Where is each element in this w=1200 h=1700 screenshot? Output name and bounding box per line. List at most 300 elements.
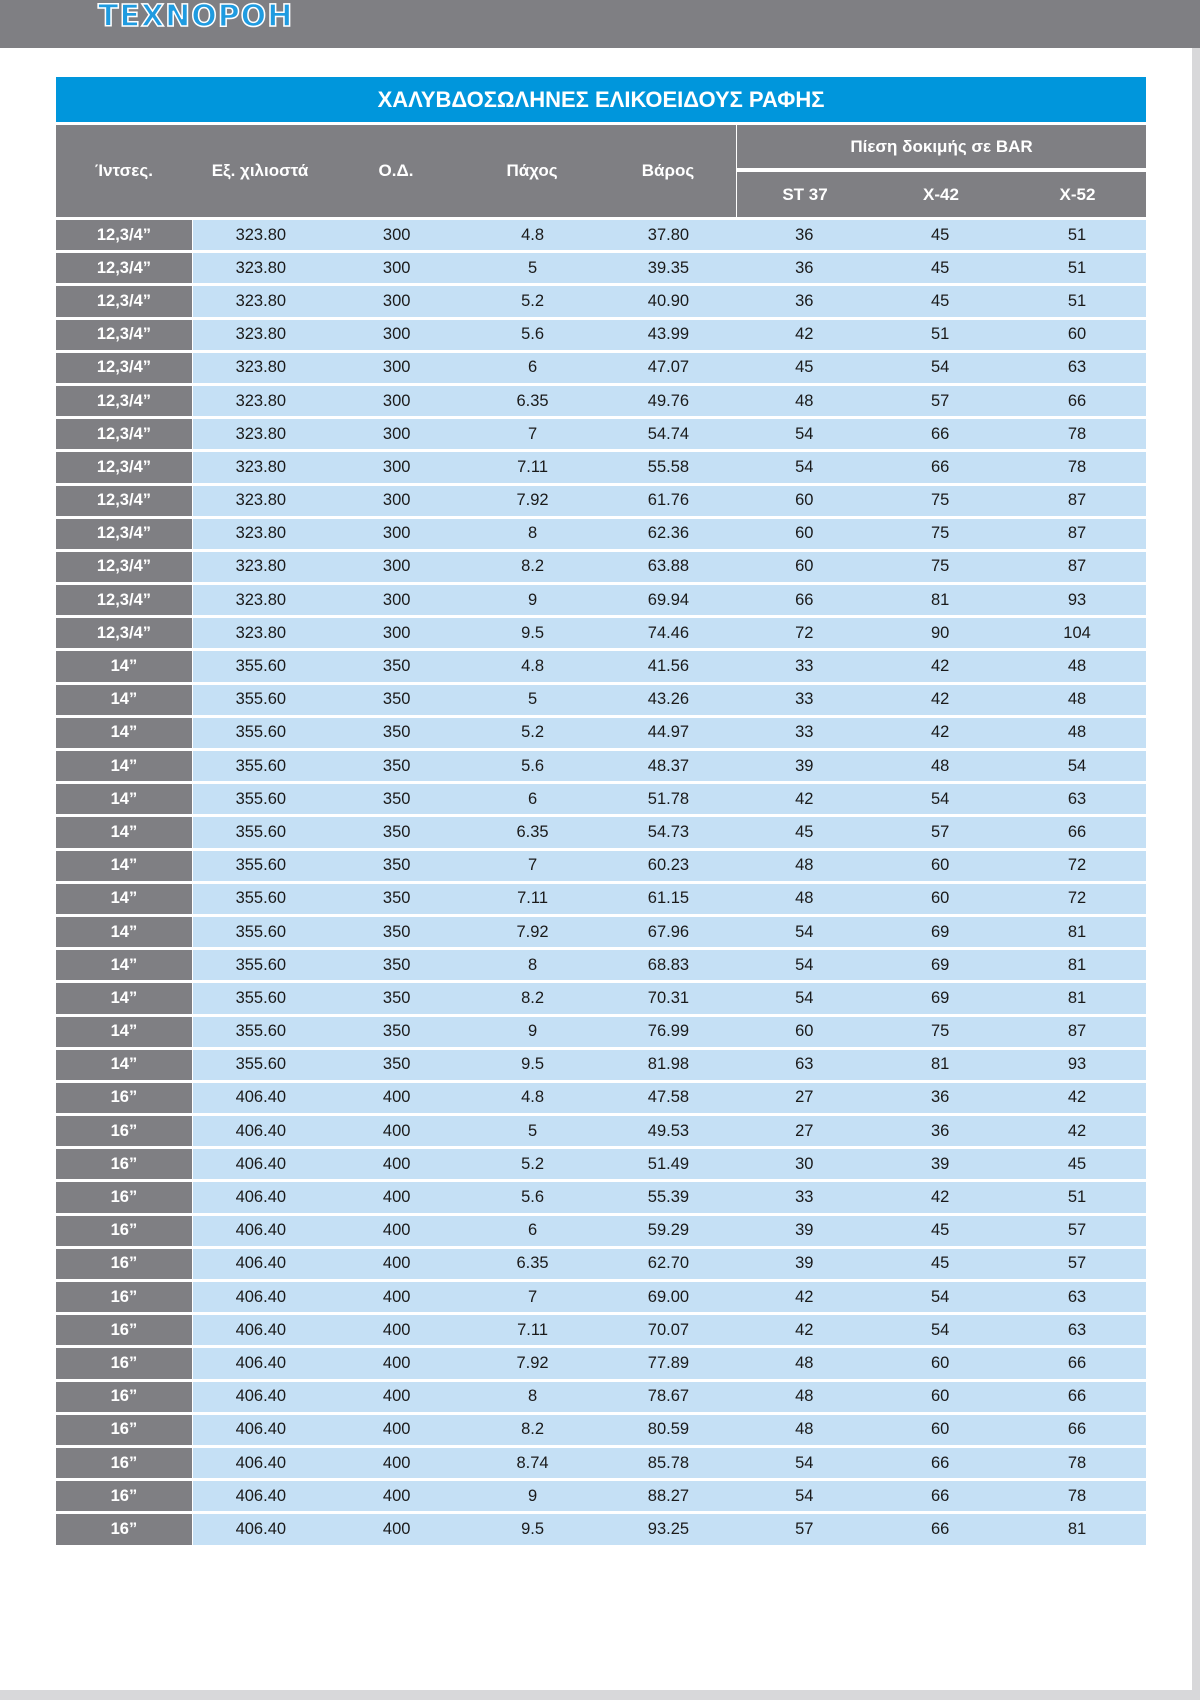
table-header [56,125,1146,217]
cell-nominal-diameter: 400 [329,1282,465,1312]
cell-st37: 60 [736,1017,872,1047]
cell-nominal-diameter: 350 [329,884,465,914]
cell-x52: 51 [1008,1182,1146,1212]
cell-weight: 49.53 [601,1116,737,1146]
cell-thickness: 6 [465,784,601,814]
cell-thickness: 7.92 [465,486,601,516]
cell-inches: 12,3/4” [56,486,193,516]
cell-nominal-diameter: 400 [329,1083,465,1113]
cell-weight: 61.15 [601,884,737,914]
cell-outer-mm: 406.40 [193,1415,329,1445]
cell-st37: 42 [736,320,872,350]
cell-thickness: 9.5 [465,1050,601,1080]
cell-st37: 36 [736,220,872,250]
cell-inches: 16” [56,1083,193,1113]
cell-nominal-diameter: 350 [329,718,465,748]
cell-inches: 14” [56,718,193,748]
cell-x42: 60 [872,1348,1008,1378]
cell-x42: 45 [872,286,1008,316]
table-row [56,320,1146,353]
cell-weight: 55.39 [601,1182,737,1212]
cell-weight: 41.56 [601,651,737,681]
cell-nominal-diameter: 400 [329,1448,465,1478]
cell-weight: 63.88 [601,552,737,582]
cell-outer-mm: 355.60 [193,651,329,681]
table-row [56,784,1146,817]
table-row [56,1017,1146,1050]
cell-inches: 12,3/4” [56,353,193,383]
table-row [56,751,1146,784]
cell-weight: 78.67 [601,1382,737,1412]
cell-x42: 60 [872,851,1008,881]
cell-inches: 12,3/4” [56,618,193,648]
cell-weight: 43.99 [601,320,737,350]
cell-inches: 16” [56,1249,193,1279]
cell-st37: 33 [736,1182,872,1212]
cell-st37: 48 [736,884,872,914]
cell-outer-mm: 323.80 [193,286,329,316]
cell-thickness: 6.35 [465,817,601,847]
cell-nominal-diameter: 300 [329,253,465,283]
cell-st37: 60 [736,519,872,549]
cell-nominal-diameter: 400 [329,1182,465,1212]
cell-weight: 61.76 [601,486,737,516]
cell-x42: 75 [872,519,1008,549]
table-row [56,452,1146,485]
header-nominal-diameter: Ο.Δ. [378,161,414,180]
cell-nominal-diameter: 350 [329,817,465,847]
cell-st37: 54 [736,1481,872,1511]
cell-nominal-diameter: 350 [329,1017,465,1047]
cell-weight: 67.96 [601,917,737,947]
cell-x52: 51 [1008,220,1146,250]
cell-nominal-diameter: 350 [329,851,465,881]
cell-nominal-diameter: 350 [329,685,465,715]
cell-st37: 45 [736,353,872,383]
cell-x52: 54 [1008,751,1146,781]
header-st37: ST 37 [737,172,873,217]
table-row [56,983,1146,1016]
table-row [56,1282,1146,1315]
cell-nominal-diameter: 350 [329,1050,465,1080]
cell-st37: 39 [736,751,872,781]
cell-x52: 66 [1008,1415,1146,1445]
cell-nominal-diameter: 300 [329,486,465,516]
cell-outer-mm: 355.60 [193,983,329,1013]
cell-st37: 48 [736,1382,872,1412]
cell-x52: 51 [1008,253,1146,283]
table-row [56,817,1146,850]
cell-thickness: 7 [465,419,601,449]
cell-nominal-diameter: 400 [329,1315,465,1345]
cell-x42: 69 [872,950,1008,980]
cell-x42: 81 [872,585,1008,615]
header-x52: X-52 [1009,172,1146,217]
cell-x42: 90 [872,618,1008,648]
cell-inches: 16” [56,1149,193,1179]
cell-x52: 104 [1008,618,1146,648]
cell-thickness: 8.2 [465,552,601,582]
table-row [56,1382,1146,1415]
cell-weight: 74.46 [601,618,737,648]
cell-st37: 30 [736,1149,872,1179]
header-pressure-group: Πίεση δοκιμής σε BAR [737,125,1146,168]
cell-inches: 12,3/4” [56,519,193,549]
cell-x52: 48 [1008,651,1146,681]
cell-x52: 72 [1008,884,1146,914]
cell-thickness: 9.5 [465,1514,601,1544]
cell-weight: 69.00 [601,1282,737,1312]
table-row [56,1315,1146,1348]
cell-outer-mm: 406.40 [193,1348,329,1378]
cell-x42: 36 [872,1083,1008,1113]
cell-x42: 66 [872,1448,1008,1478]
table-row [56,1348,1146,1381]
cell-nominal-diameter: 400 [329,1249,465,1279]
bottom-edge-bar [0,1690,1200,1700]
cell-nominal-diameter: 400 [329,1116,465,1146]
cell-x42: 39 [872,1149,1008,1179]
cell-thickness: 6.35 [465,386,601,416]
cell-x42: 42 [872,685,1008,715]
cell-thickness: 7.92 [465,1348,601,1378]
cell-st37: 54 [736,419,872,449]
cell-inches: 14” [56,950,193,980]
table-row [56,1149,1146,1182]
cell-outer-mm: 355.60 [193,917,329,947]
cell-st37: 33 [736,651,872,681]
cell-weight: 69.94 [601,585,737,615]
cell-thickness: 7.11 [465,452,601,482]
table-row [56,1415,1146,1448]
cell-inches: 14” [56,1017,193,1047]
header-thickness: Πάχος [506,161,558,180]
cell-nominal-diameter: 300 [329,220,465,250]
cell-x42: 54 [872,1282,1008,1312]
cell-inches: 12,3/4” [56,386,193,416]
cell-outer-mm: 406.40 [193,1149,329,1179]
cell-nominal-diameter: 400 [329,1415,465,1445]
cell-x42: 75 [872,486,1008,516]
cell-nominal-diameter: 400 [329,1481,465,1511]
cell-x42: 48 [872,751,1008,781]
cell-outer-mm: 406.40 [193,1514,329,1544]
cell-inches: 12,3/4” [56,286,193,316]
cell-st37: 27 [736,1116,872,1146]
cell-weight: 81.98 [601,1050,737,1080]
table-row [56,286,1146,319]
cell-nominal-diameter: 300 [329,386,465,416]
cell-x52: 42 [1008,1083,1146,1113]
cell-thickness: 5.2 [465,286,601,316]
table-row [56,1481,1146,1514]
cell-thickness: 8.2 [465,983,601,1013]
cell-weight: 37.80 [601,220,737,250]
cell-x42: 69 [872,983,1008,1013]
cell-nominal-diameter: 350 [329,651,465,681]
cell-st37: 48 [736,1415,872,1445]
cell-thickness: 8 [465,1382,601,1412]
cell-nominal-diameter: 350 [329,983,465,1013]
cell-outer-mm: 355.60 [193,817,329,847]
cell-outer-mm: 355.60 [193,1017,329,1047]
cell-st37: 33 [736,685,872,715]
cell-thickness: 6 [465,1216,601,1246]
cell-inches: 14” [56,851,193,881]
cell-inches: 14” [56,751,193,781]
cell-nominal-diameter: 300 [329,452,465,482]
cell-x52: 48 [1008,718,1146,748]
table-row [56,1216,1146,1249]
table-row [56,1083,1146,1116]
cell-weight: 85.78 [601,1448,737,1478]
cell-outer-mm: 323.80 [193,320,329,350]
cell-nominal-diameter: 300 [329,519,465,549]
table-row [56,1050,1146,1083]
cell-x52: 51 [1008,286,1146,316]
cell-x52: 57 [1008,1249,1146,1279]
cell-inches: 16” [56,1315,193,1345]
cell-inches: 14” [56,884,193,914]
cell-x52: 63 [1008,1315,1146,1345]
cell-inches: 16” [56,1481,193,1511]
cell-x42: 60 [872,1415,1008,1445]
cell-outer-mm: 406.40 [193,1448,329,1478]
cell-outer-mm: 355.60 [193,1050,329,1080]
cell-nominal-diameter: 400 [329,1348,465,1378]
cell-st37: 54 [736,452,872,482]
table-row [56,486,1146,519]
cell-x42: 66 [872,1514,1008,1544]
table-row [56,386,1146,419]
cell-nominal-diameter: 400 [329,1216,465,1246]
cell-x52: 42 [1008,1116,1146,1146]
cell-st37: 54 [736,917,872,947]
cell-nominal-diameter: 300 [329,353,465,383]
cell-st37: 60 [736,552,872,582]
cell-outer-mm: 406.40 [193,1116,329,1146]
cell-inches: 16” [56,1382,193,1412]
cell-st37: 36 [736,286,872,316]
cell-thickness: 7.92 [465,917,601,947]
cell-weight: 40.90 [601,286,737,316]
cell-st37: 27 [736,1083,872,1113]
cell-outer-mm: 355.60 [193,685,329,715]
cell-inches: 14” [56,983,193,1013]
cell-outer-mm: 406.40 [193,1382,329,1412]
cell-st37: 72 [736,618,872,648]
cell-x52: 48 [1008,685,1146,715]
table-row [56,585,1146,618]
cell-x52: 66 [1008,1348,1146,1378]
top-banner [0,0,1200,48]
cell-x52: 87 [1008,1017,1146,1047]
cell-thickness: 4.8 [465,651,601,681]
cell-x42: 42 [872,651,1008,681]
cell-weight: 47.58 [601,1083,737,1113]
cell-x52: 66 [1008,386,1146,416]
cell-thickness: 8 [465,519,601,549]
cell-outer-mm: 323.80 [193,386,329,416]
cell-x52: 81 [1008,917,1146,947]
cell-outer-mm: 355.60 [193,851,329,881]
cell-weight: 54.74 [601,419,737,449]
cell-inches: 16” [56,1514,193,1544]
cell-outer-mm: 323.80 [193,585,329,615]
cell-weight: 62.70 [601,1249,737,1279]
cell-thickness: 6 [465,353,601,383]
cell-x52: 63 [1008,353,1146,383]
cell-weight: 51.78 [601,784,737,814]
cell-outer-mm: 323.80 [193,220,329,250]
cell-inches: 14” [56,917,193,947]
cell-outer-mm: 355.60 [193,751,329,781]
cell-nominal-diameter: 300 [329,552,465,582]
cell-nominal-diameter: 350 [329,950,465,980]
cell-inches: 12,3/4” [56,585,193,615]
cell-inches: 12,3/4” [56,320,193,350]
cell-weight: 43.26 [601,685,737,715]
table-row [56,651,1146,684]
cell-st37: 39 [736,1249,872,1279]
cell-x42: 81 [872,1050,1008,1080]
cell-st37: 60 [736,486,872,516]
table-row [56,917,1146,950]
cell-x42: 45 [872,1216,1008,1246]
cell-outer-mm: 323.80 [193,253,329,283]
table-row [56,1116,1146,1149]
cell-st37: 42 [736,1315,872,1345]
cell-x42: 75 [872,1017,1008,1047]
cell-thickness: 8.74 [465,1448,601,1478]
cell-st37: 45 [736,817,872,847]
cell-inches: 12,3/4” [56,220,193,250]
header-outer-mm: Εξ. χιλιοστά [211,161,309,180]
cell-st37: 63 [736,1050,872,1080]
cell-x42: 51 [872,320,1008,350]
cell-weight: 59.29 [601,1216,737,1246]
table-row [56,884,1146,917]
table-row [56,1249,1146,1282]
cell-weight: 47.07 [601,353,737,383]
cell-thickness: 6.35 [465,1249,601,1279]
cell-weight: 51.49 [601,1149,737,1179]
cell-outer-mm: 323.80 [193,452,329,482]
cell-st37: 42 [736,784,872,814]
cell-st37: 42 [736,1282,872,1312]
cell-x42: 54 [872,353,1008,383]
cell-nominal-diameter: 300 [329,320,465,350]
cell-outer-mm: 355.60 [193,884,329,914]
cell-thickness: 5.2 [465,718,601,748]
table-row [56,1514,1146,1547]
table-row [56,685,1146,718]
header-x42: X-42 [873,172,1009,217]
cell-x52: 66 [1008,1382,1146,1412]
cell-st37: 33 [736,718,872,748]
cell-x42: 66 [872,419,1008,449]
table-row [56,419,1146,452]
cell-weight: 70.07 [601,1315,737,1345]
cell-x42: 54 [872,784,1008,814]
cell-x52: 93 [1008,585,1146,615]
cell-thickness: 4.8 [465,1083,601,1113]
header-weight: Βάρος [641,161,695,180]
cell-thickness: 7 [465,851,601,881]
cell-x42: 36 [872,1116,1008,1146]
cell-inches: 16” [56,1448,193,1478]
cell-inches: 16” [56,1282,193,1312]
cell-nominal-diameter: 350 [329,751,465,781]
table-row [56,1182,1146,1215]
cell-outer-mm: 323.80 [193,552,329,582]
cell-outer-mm: 406.40 [193,1182,329,1212]
cell-weight: 54.73 [601,817,737,847]
cell-thickness: 5.6 [465,320,601,350]
cell-weight: 68.83 [601,950,737,980]
cell-x42: 69 [872,917,1008,947]
cell-weight: 70.31 [601,983,737,1013]
cell-inches: 16” [56,1216,193,1246]
cell-outer-mm: 406.40 [193,1249,329,1279]
table-row [56,1448,1146,1481]
right-edge-bar [1192,48,1200,1690]
cell-weight: 44.97 [601,718,737,748]
cell-inches: 12,3/4” [56,552,193,582]
cell-x42: 45 [872,220,1008,250]
cell-nominal-diameter: 300 [329,419,465,449]
cell-inches: 16” [56,1348,193,1378]
cell-nominal-diameter: 350 [329,917,465,947]
cell-weight: 93.25 [601,1514,737,1544]
table-row [56,253,1146,286]
cell-x52: 63 [1008,1282,1146,1312]
table-row [56,519,1146,552]
cell-thickness: 5.2 [465,1149,601,1179]
cell-thickness: 8 [465,950,601,980]
table-row [56,618,1146,651]
cell-thickness: 9 [465,585,601,615]
cell-nominal-diameter: 400 [329,1514,465,1544]
cell-x52: 81 [1008,1514,1146,1544]
cell-st37: 54 [736,950,872,980]
cell-x52: 72 [1008,851,1146,881]
cell-outer-mm: 406.40 [193,1216,329,1246]
cell-x42: 57 [872,386,1008,416]
table-row [56,851,1146,884]
cell-weight: 39.35 [601,253,737,283]
cell-st37: 48 [736,386,872,416]
cell-outer-mm: 323.80 [193,486,329,516]
cell-x42: 66 [872,1481,1008,1511]
cell-thickness: 7.11 [465,1315,601,1345]
cell-st37: 54 [736,1448,872,1478]
cell-st37: 48 [736,1348,872,1378]
cell-outer-mm: 355.60 [193,784,329,814]
cell-x52: 93 [1008,1050,1146,1080]
cell-x52: 57 [1008,1216,1146,1246]
cell-thickness: 5 [465,253,601,283]
cell-x52: 78 [1008,1448,1146,1478]
cell-st37: 39 [736,1216,872,1246]
cell-x42: 54 [872,1315,1008,1345]
cell-x42: 45 [872,1249,1008,1279]
table-row [56,220,1146,253]
cell-inches: 16” [56,1415,193,1445]
cell-thickness: 4.8 [465,220,601,250]
cell-st37: 66 [736,585,872,615]
cell-x52: 60 [1008,320,1146,350]
